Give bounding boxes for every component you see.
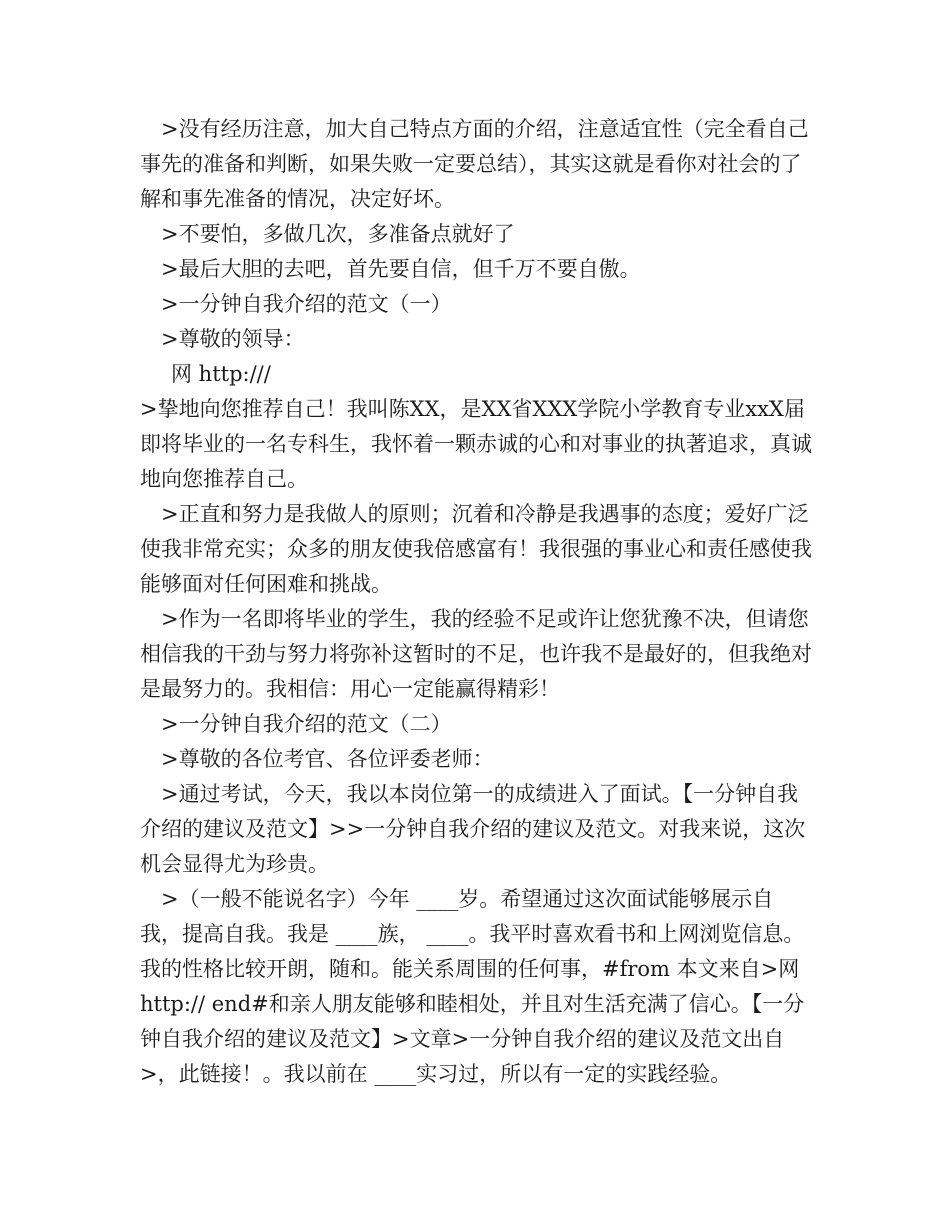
paragraph-be-bold: >最后大胆的去吧，首先要自信，但千万不要自傲。 [161, 257, 641, 281]
paragraph-graduate: >作为一名即将毕业的学生，我的经验不足或许让您犹豫不决，但请您相信我的干劲与努力将弥补这暂时的不足，也许我不是最好的，但我绝对是最努力的。我相信：用心一定能赢得精彩！ [140, 607, 812, 701]
paragraph-interview: >通过考试，今天，我以本岗位第一的成绩进入了面试。【一分钟自我介绍的建议及范文】>>一分钟自我介绍的建议及范文。对我来说，这次机会显得尤为珍贵。 [140, 782, 806, 876]
salutation-leader: >尊敬的领导： [161, 327, 305, 351]
paragraph-dont-fear: >不要怕，多做几次，多准备点就好了 [161, 222, 515, 246]
heading-sample-one: >一分钟自我介绍的范文（一） [161, 292, 452, 316]
document-body [140, 112, 815, 1092]
salutation-examiners: >尊敬的各位考官、各位评委老师： [161, 747, 494, 771]
paragraph-personal-info: >（一般不能说名字）今年 ____岁。希望通过这次面试能够展示自我，提高自我。我是 ____族， ____。我平时喜欢看书和上网浏览信息。我的性格比较开朗，随和。能关系周围的任何事，#from 本文来自>网 http:// end#和亲人朋友能够和睦相处，并且对生活充满了信心。【一分钟自我介绍的建议及范文】>文章>一分钟自我介绍的建议及范文出自>，此链接！。我以前在 ____实习过，所以有一定的实践经验。 [140, 887, 805, 1086]
heading-sample-two: >一分钟自我介绍的范文（二） [161, 712, 452, 736]
paragraph-no-experience: >没有经历注意，加大自己特点方面的介绍，注意适宜性（完全看自己事先的准备和判断，如果失败一定要总结），其实这就是看你对社会的了解和事先准备的情况，决定好坏。 [140, 117, 809, 211]
paragraph-recommend-self: >挚地向您推荐自己！我叫陈XX，是XX省XXX学院小学教育专业xxX届即将毕业的一名专科生，我怀着一颗赤诚的心和对事业的执著追求，真诚地向您推荐自己。 [140, 397, 812, 491]
source-url: 网 http:/// [171, 362, 271, 386]
paragraph-principles: >正直和努力是我做人的原则；沉着和冷静是我遇事的态度；爱好广泛使我非常充实；众多的朋友使我倍感富有！我很强的事业心和责任感使我能够面对任何困难和挑战。 [140, 502, 812, 596]
